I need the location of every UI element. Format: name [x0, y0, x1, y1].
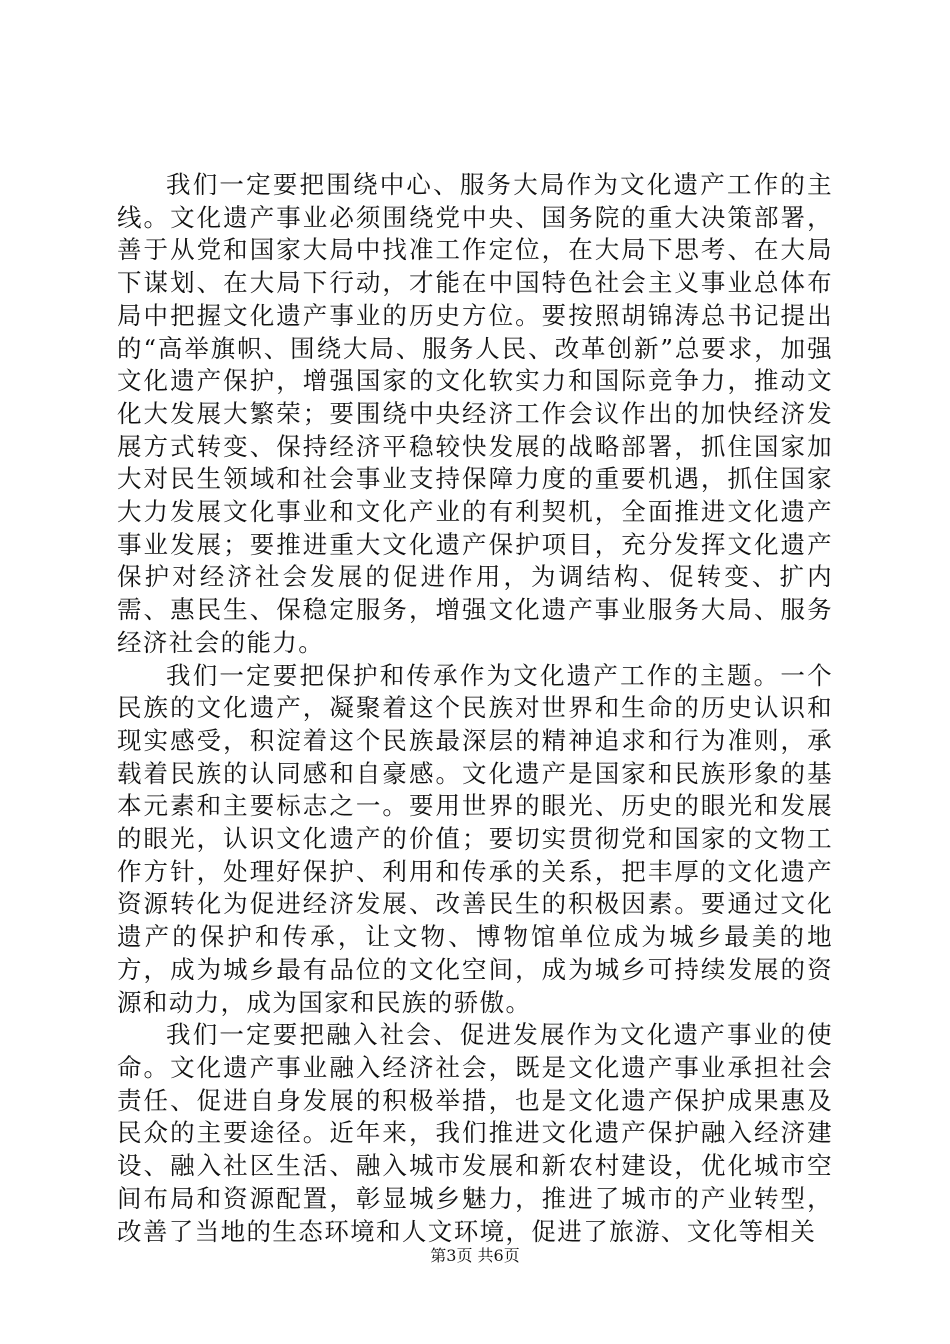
document-body [117, 169, 833, 1248]
paragraph-2: 我们一定要把保护和传承作为文化遗产工作的主题。一个民族的文化遗产，凝聚着这个民族对世界和生命的历史认识和现实感受，积淀着这个民族最深层的精神追求和行为准则，承载着民族的认同感和自豪感。文化遗产是国家和民族形象的基本元素和主要标志之一。要用世界的眼光、历史的眼光和发展的眼光，认识文化遗产的价值；要切实贯彻党和国家的文物工作方针，处理好保护、利用和传承的关系，把丰厚的文化遗产资源转化为促进经济发展、改善民生的积极因素。要通过文化遗产的保护和传承，让文物、博物馆单位成为城乡最美的地方，成为城乡最有品位的文化空间，成为城乡可持续发展的资源和动力，成为国家和民族的骄傲。 [117, 660, 833, 1017]
page-footer: 第3页 共6页 [430, 1246, 520, 1265]
paragraph-3: 我们一定要把融入社会、促进发展作为文化遗产事业的使命。文化遗产事业融入经济社会，既是文化遗产事业承担社会责任、促进自身发展的积极举措，也是文化遗产保护成果惠及民众的主要途径。近年来，我们推进文化遗产保护融入经济建设、融入社区生活、融入城市发展和新农村建设，优化城市空间布局和资源配置，彰显城乡魅力，推进了城市的产业转型，改善了当地的生态环境和人文环境，促进了旅游、文化等相关 [117, 1020, 833, 1246]
paragraph-1: 我们一定要把围绕中心、服务大局作为文化遗产工作的主线。文化遗产事业必须围绕党中央、国务院的重大决策部署，善于从党和国家大局中找准工作定位，在大局下思考、在大局下谋划、在大局下行动，才能在中国特色社会主义事业总体布局中把握文化遗产事业的历史方位。要按照胡锦涛总书记提出的“高举旗帜、围绕大局、服务人民、改革创新”总要求，加强文化遗产保护，增强国家的文化软实力和国际竞争力，推动文化大发展大繁荣；要围绕中央经济工作会议作出的加快经济发展方式转变、保持经济平稳较快发展的战略部署，抓住国家加大对民生领域和社会事业支持保障力度的重要机遇，抓住国家大力发展文化事业和文化产业的有利契机，全面推进文化遗产事业发展；要推进重大文化遗产保护项目，充分发挥文化遗产保护对经济社会发展的促进作用，为调结构、促转变、扩内需、惠民生、保稳定服务，增强文化遗产事业服务大局、服务经济社会的能力。 [117, 170, 833, 657]
